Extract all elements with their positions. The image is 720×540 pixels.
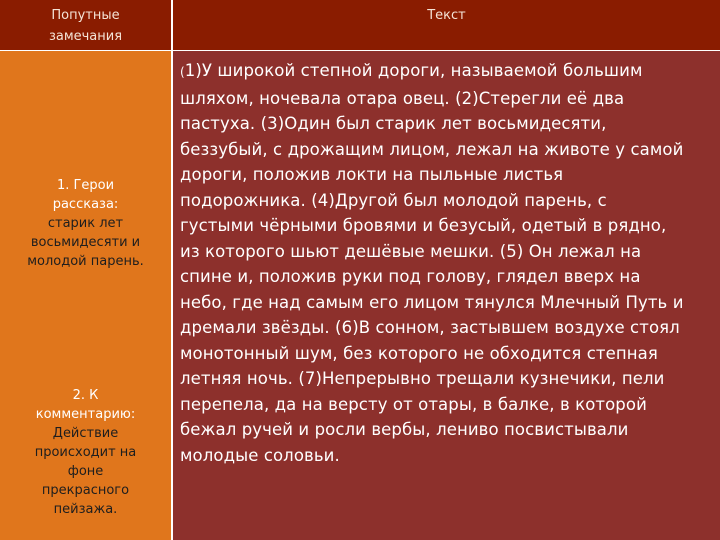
story-line: из которого шьют дешёвые мешки. (5) Он лежал на xyxy=(180,241,642,261)
header-text-label: Текст xyxy=(427,8,466,23)
note-heroes-line3: старик лет xyxy=(47,216,124,231)
story-line: шляхом, ночевала отара овец. (2)Стерегли её два xyxy=(180,88,625,108)
story-line-text: 1)У широкой степной дороги, называемой большим xyxy=(184,61,643,80)
story-line: перепела, да на версту от отары, в балке, в которой xyxy=(180,394,647,414)
story-line: бежал ручей и росли вербы, лениво посвистывали xyxy=(180,420,629,439)
story-line: пастуха. (3)Один был старик лет восьмидесяти, xyxy=(180,114,607,133)
story-line: густыми чёрными бровями и безусый, одетый в рядно, xyxy=(180,216,667,235)
note-commentary-title-line2: комментарию: xyxy=(35,407,136,422)
column-divider xyxy=(171,0,173,540)
header-notes-line2: замечания xyxy=(48,29,123,44)
header-notes-line1: Попутные xyxy=(51,8,120,23)
header-text xyxy=(173,0,720,50)
header-divider xyxy=(0,50,720,51)
header-notes xyxy=(0,0,171,50)
story-line: монотонный шум, без которого не обходится степная xyxy=(180,343,658,363)
note-heroes-title-line2: рассказа: xyxy=(52,197,119,212)
note-commentary-line3: Действие xyxy=(52,426,119,441)
notes-column xyxy=(0,51,171,540)
story-line: подорожника. (4)Другой был молодой парень, с xyxy=(180,190,607,210)
story-line: спине и, положив руки под голову, глядел вверх на xyxy=(180,267,641,286)
note-heroes-line5: молодой парень. xyxy=(27,254,144,269)
story-line: небо, где над самым его лицом тянулся Млечный Путь и xyxy=(180,292,684,312)
story-open-paren: ( xyxy=(180,65,185,79)
story-text xyxy=(180,58,714,468)
story-line xyxy=(180,58,714,86)
note-commentary-line5: фоне xyxy=(67,464,104,479)
note-commentary-line7: пейзажа. xyxy=(53,502,118,517)
note-heroes xyxy=(0,176,171,271)
story-line: беззубый, с дрожащим лицом, лежал на животе у самой xyxy=(180,139,684,159)
note-heroes-line4: восьмидесяти и xyxy=(30,235,141,250)
note-commentary-title-line1: 2. К xyxy=(72,388,99,403)
note-commentary xyxy=(0,386,171,519)
story-line: молодые соловьи. xyxy=(180,445,340,465)
story-line: дремали звёзды. (6)В сонном, застывшем воздухе стоял xyxy=(180,318,680,337)
story-line: дороги, положив локти на пыльные листья xyxy=(180,165,564,184)
note-heroes-title-line1: 1. Герои xyxy=(56,178,115,193)
story-line: летняя ночь. (7)Непрерывно трещали кузнечики, пели xyxy=(180,369,665,388)
note-commentary-line4: происходит на xyxy=(34,445,137,460)
note-commentary-line6: прекрасного xyxy=(41,483,130,498)
